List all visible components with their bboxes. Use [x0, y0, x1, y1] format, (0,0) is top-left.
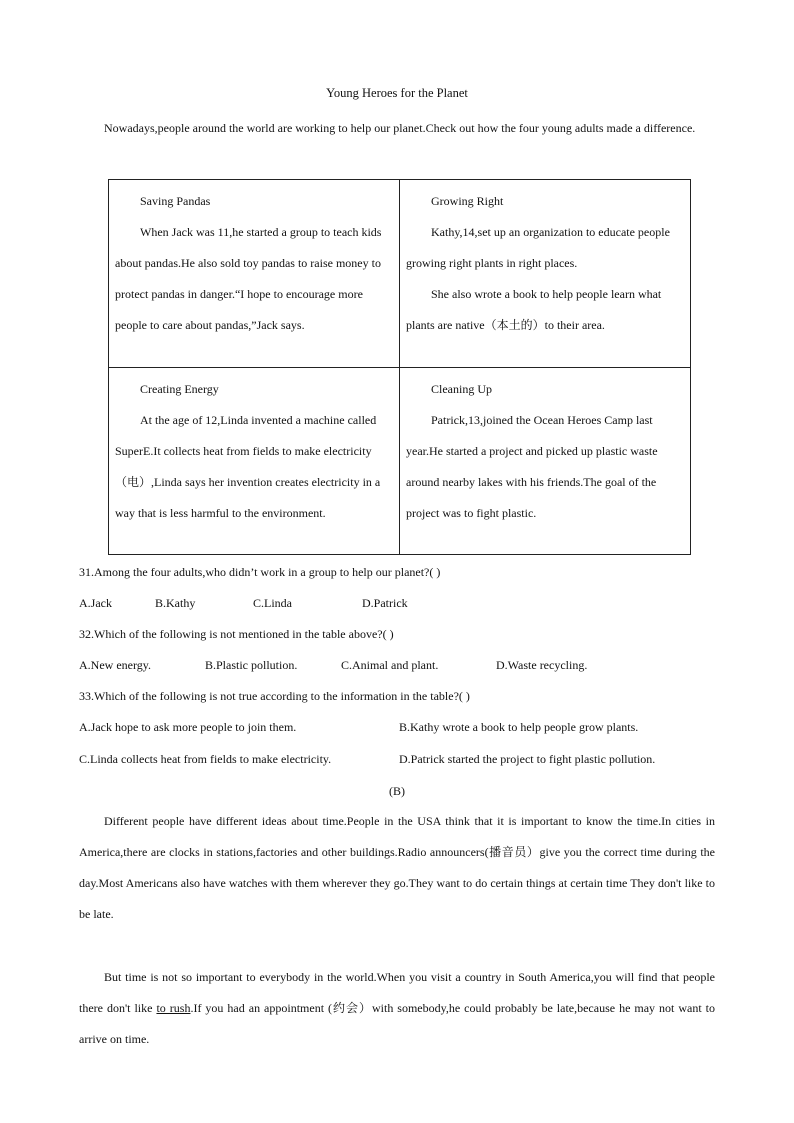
paragraph-text: .If you had an appointment (约会）with somebody,he could probably be late,because he may not want to arrive on time. — [79, 1001, 716, 1046]
option-32-c: C.Animal and plant. — [341, 658, 439, 672]
heroes-table — [108, 179, 691, 555]
option-32-a: A.New energy. — [79, 658, 151, 672]
cell-growing-right — [400, 180, 691, 368]
cell-creating-energy — [109, 367, 400, 555]
cell-text: When Jack was 11,he started a group to teach kids about pandas.He also sold toy pandas to raise money to protect pandas in danger.“I hope to encourage more people to care about pandas,”Jack says. — [115, 225, 382, 332]
cell-text: At the age of 12,Linda invented a machine called SuperE.It collects heat from fields to make electricity（电）,Linda says her invention creates electricity in a way that is less harmful to the environment. — [115, 412, 381, 520]
paragraph-text: But time is not so important to everybody in the world.When you visit a country in South America,you will find that people there don't like — [79, 970, 715, 1015]
option-33-d: D.Patrick started the project to fight plastic pollution. — [399, 752, 656, 766]
passage-b-paragraph-2 — [79, 962, 715, 1055]
question-32: 32.Which of the following is not mentioned in the table above?( ) — [79, 627, 394, 641]
cell-heading: Creating Energy — [140, 381, 219, 396]
option-31-d: D.Patrick — [362, 596, 408, 610]
cell-cleaning-up — [400, 367, 691, 555]
option-32-b: B.Plastic pollution. — [205, 658, 298, 672]
option-32-d: D.Waste recycling. — [496, 658, 588, 672]
cell-heading: Saving Pandas — [140, 194, 211, 208]
passage-b-paragraph-1: Different people have different ideas about time.People in the USA think that it is important to know the time.In cities in America,there are clocks in stations,factories and other buildings.Radio announcers(播音员）give you the correct time during the day.Most Americans also have watches with them wherever they go.They want to do certain things at certain time They don't like to be late. — [79, 814, 715, 921]
cell-text: Kathy,14,set up an organization to educate people growing right plants in right places. — [406, 225, 670, 270]
option-33-a: A.Jack hope to ask more people to join them. — [79, 720, 297, 734]
cell-text: She also wrote a book to help people learn what plants are native（本土的）to their area. — [406, 287, 662, 332]
section-b-heading: (B) — [389, 784, 405, 798]
cell-saving-pandas — [109, 180, 400, 368]
option-33-b: B.Kathy wrote a book to help people grow plants. — [399, 720, 639, 734]
question-31: 31.Among the four adults,who didn’t work in a group to help our planet?( ) — [79, 565, 441, 579]
intro-paragraph: Nowadays,people around the world are working to help our planet.Check out how the four young adults made a difference. — [104, 121, 696, 135]
underlined-phrase: to rush — [156, 1001, 191, 1015]
cell-heading: Growing Right — [431, 194, 504, 208]
option-31-a: A.Jack — [79, 596, 112, 610]
option-33-c: C.Linda collects heat from fields to make electricity. — [79, 752, 332, 766]
question-33: 33.Which of the following is not true according to the information in the table?( ) — [79, 689, 470, 703]
cell-heading: Cleaning Up — [431, 381, 492, 396]
cell-text: Patrick,13,joined the Ocean Heroes Camp last year.He started a project and picked up plastic waste around nearby lakes with his friends.The goal of the project was to fight plastic. — [406, 412, 658, 520]
option-31-c: C.Linda — [253, 596, 292, 610]
option-31-b: B.Kathy — [155, 596, 196, 610]
page-title: Young Heroes for the Planet — [326, 86, 468, 100]
